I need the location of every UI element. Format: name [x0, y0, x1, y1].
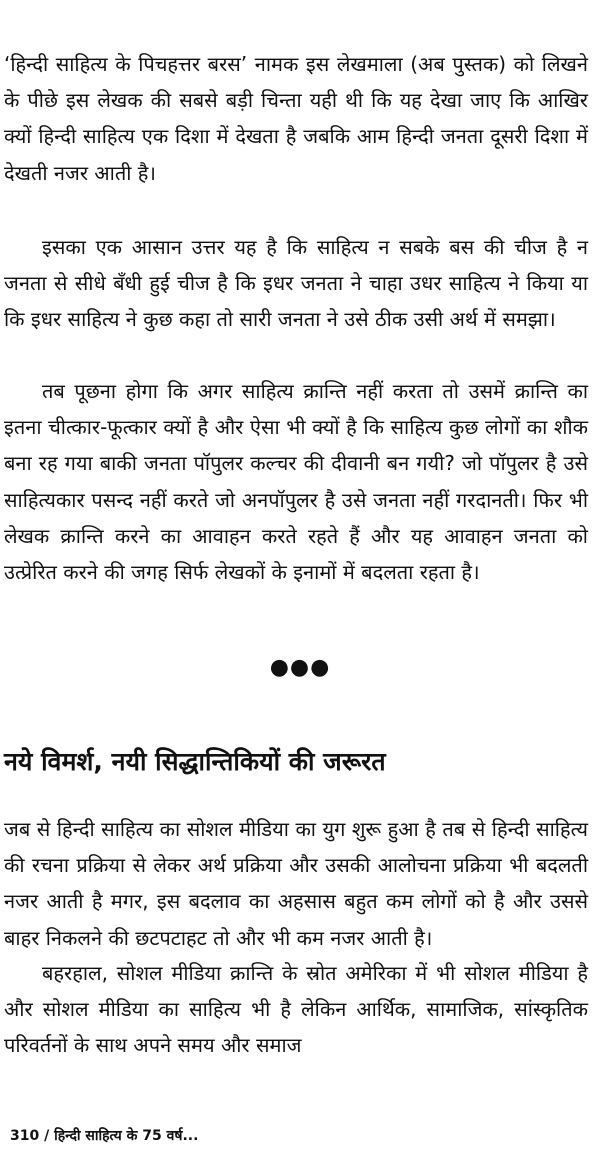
paragraph-4: जब से हिन्दी साहित्य का सोशल मीडिया का युग शुरू हुआ है तब से हिन्दी साहित्य की रचना प्रक्रिया से लेकर अर्थ प्रक्रिया और उसकी आलोचना प्रक्रिया भी बदलती नजर आती है मगर, इस बदलाव का अहसास बहुत कम लोगों को है और उससे बाहर निकलने की छटपटाहट तो और भी कम नजर आती है। — [4, 817, 588, 950]
paragraph-3: तब पूछना होगा कि अगर साहित्य क्रान्ति नहीं करता तो उसमें क्रान्ति का इतना चीत्कार-फूत्कार क्यों है और ऐसा भी क्यों है कि साहित्य कुछ लोगों का शौक बना रह गया बाकी जनता पॉपुलर कल्चर की दीवानी बन गयी? जो पॉपुलर है उसे साहित्यकार पसन्द नहीं करते जो अनपॉपुलर है उसे जनता नहीं गरदानती। फिर भी लेखक क्रान्ति करने का आवाहन करते रहते हैं और यह आवाहन जनता को उत्प्रेरित करने की जगह सिर्फ लेखकों के इनामों में बदलता रहता है। — [4, 379, 588, 585]
page-footer: 310 / हिन्दी साहित्य के 75 वर्ष... — [10, 1128, 199, 1144]
paragraph-5: बहरहाल, सोशल मीडिया क्रान्ति के स्रोत अमेरिका में भी सोशल मीडिया है और सोशल मीडिया का साहित्य भी है लेकिन आर्थिक, सामाजिक, सांस्कृतिक परिवर्तनों के साथ अपने समय और समाज — [4, 961, 588, 1058]
section-heading: नये विमर्श, नयी सिद्धान्तिकियों की जरूरत — [4, 747, 386, 776]
paragraph-1: ‘हिन्दी साहित्य के पिचहत्तर बरस’ नामक इस लेखमाला (अब पुस्तक) को लिखने के पीछे इस लेखक की सबसे बड़ी चिन्ता यही थी कि यह देखा जाए कि आखिर क्यों हिन्दी साहित्य एक दिशा में देखता है जबकि आम हिन्दी जनता दूसरी दिशा में देखती नजर आती है। — [4, 52, 588, 185]
section-separator: ●●● — [269, 655, 331, 680]
paragraph-2: इसका एक आसान उत्तर यह है कि साहित्य न सबके बस की चीज है न जनता से सीधे बँधी हुई चीज है कि इधर जनता ने चाहा उधर साहित्य ने किया या कि इधर साहित्य ने कुछ कहा तो सारी जनता ने उसे ठीक उसी अर्थ में समझा। — [4, 235, 588, 332]
